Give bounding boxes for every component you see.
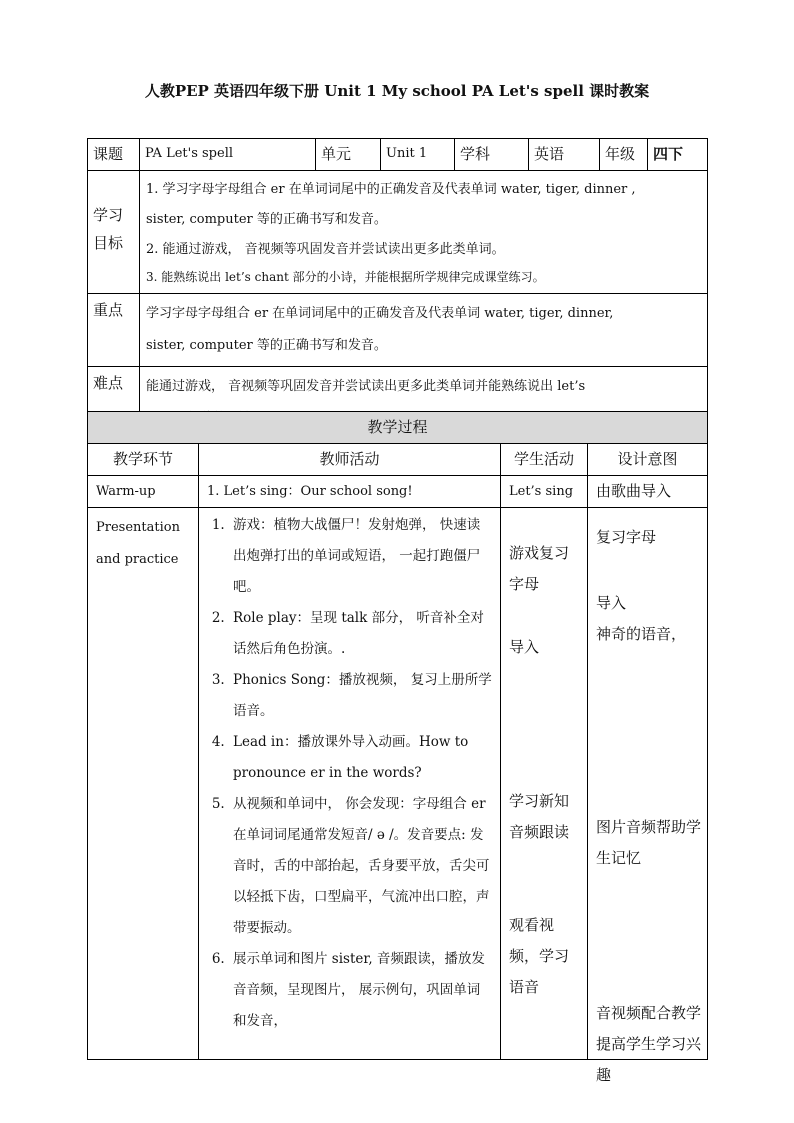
design-intent: 导入 — [596, 594, 627, 612]
difficulty-label: 难点 — [88, 367, 140, 440]
goals-label-line2: 目标 — [93, 234, 124, 252]
goals-label — [88, 171, 140, 294]
teacher-step: 6. 展示单词和图片 sister, 音频跟读，播放发音音频，呈现图片， 展示例句，巩固单词和发音， — [229, 944, 492, 1037]
difficulty-line: 能通过游戏， 音视频等巩固发音并尝试读出更多此类单词并能熟练说出 let’s — [146, 379, 586, 394]
info-table — [87, 138, 708, 440]
teacher-step: 2. Role play：呈现 talk 部分， 听音补全对话然后角色扮演。. — [229, 603, 492, 665]
student-activity: 游戏复习字母 — [509, 544, 570, 593]
warmup-design: 由歌曲导入 — [588, 476, 708, 508]
col-student-header: 学生活动 — [501, 444, 588, 476]
presentation-stage-line2: and practice — [96, 552, 179, 567]
student-activity: 导入 — [509, 638, 540, 656]
teacher-step: 1. 游戏：植物大战僵尸！发射炮弹， 快速读出炮弹打出的单词或短语， 一起打跑僵尸吧。 — [229, 510, 492, 603]
design-intent: 复习字母 — [596, 528, 657, 546]
teacher-steps-list — [199, 508, 500, 1037]
design-intent: 神奇的语音， — [596, 625, 687, 643]
subject-value: 英语 — [529, 139, 600, 171]
goals-label-line1: 学习 — [93, 206, 124, 224]
teacher-step: 5. 从视频和单词中， 你会发现：字母组合 er 在单词词尾通常发短音/ ə /。发音要点: 发音时，舌的中部抬起，舌身要平放，舌尖可以轻抵下齿，口型扁平，气流冲出口腔，声带要振动。 — [229, 789, 492, 944]
col-design-header: 设计意图 — [588, 444, 708, 476]
key-line: 学习字母字母组合 er 在单词词尾中的正确发音及代表单词 water, tiger, dinner, — [146, 306, 614, 321]
grade-value: 四下 — [648, 139, 708, 171]
unit-value: Unit 1 — [381, 139, 455, 171]
design-intent: 图片音频帮助学生记忆 — [596, 818, 702, 867]
col-stage-header: 教学环节 — [88, 444, 199, 476]
presentation-stage-line1: Presentation — [96, 520, 180, 535]
goal-line: 3. 能熟练说出 let’s chant 部分的小诗，并能根据所学规律完成课堂练习。 — [146, 270, 545, 284]
goal-line: 1. 学习字母字母组合 er 在单词词尾中的正确发音及代表单词 water, tiger, dinner , — [146, 182, 636, 197]
student-activity: 学习新知音频跟读 — [509, 792, 570, 841]
warmup-teacher: 1. Let’s sing：Our school song! — [199, 476, 501, 508]
goal-line: 2. 能通过游戏， 音视频等巩固发音并尝试读出更多此类单词。 — [146, 242, 505, 257]
teacher-step: 4. Lead in：播放课外导入动画。How to pronounce er in the words? — [229, 727, 492, 789]
key-label: 重点 — [88, 294, 140, 367]
subject-label: 学科 — [455, 139, 529, 171]
goal-line: sister, computer 等的正确书写和发音。 — [146, 212, 387, 227]
unit-label: 单元 — [316, 139, 381, 171]
presentation-student — [501, 508, 588, 1060]
key-line: sister, computer 等的正确书写和发音。 — [146, 338, 387, 353]
course-value: PA Let's spell — [140, 139, 316, 171]
page-title: 人教PEP 英语四年级下册 Unit 1 My school PA Let's spell 课时教案 — [144, 82, 650, 100]
grade-label: 年级 — [600, 139, 648, 171]
design-intent: 音视频配合教学提高学生学习兴趣 — [596, 1004, 702, 1084]
warmup-student: Let’s sing — [501, 476, 588, 508]
process-table — [87, 411, 708, 1084]
teacher-step: 3. Phonics Song：播放视频， 复习上册所学语音。 — [229, 665, 492, 727]
student-activity: 观看视频，学习语音 — [509, 916, 570, 996]
presentation-stage — [88, 508, 199, 1060]
goals-content — [140, 171, 708, 294]
presentation-design — [588, 508, 708, 1084]
key-content — [140, 294, 708, 367]
warmup-stage: Warm-up — [88, 476, 199, 508]
col-teacher-header: 教师活动 — [199, 444, 501, 476]
presentation-teacher — [199, 508, 501, 1060]
process-header: 教学过程 — [88, 412, 708, 444]
course-label: 课题 — [88, 139, 140, 171]
